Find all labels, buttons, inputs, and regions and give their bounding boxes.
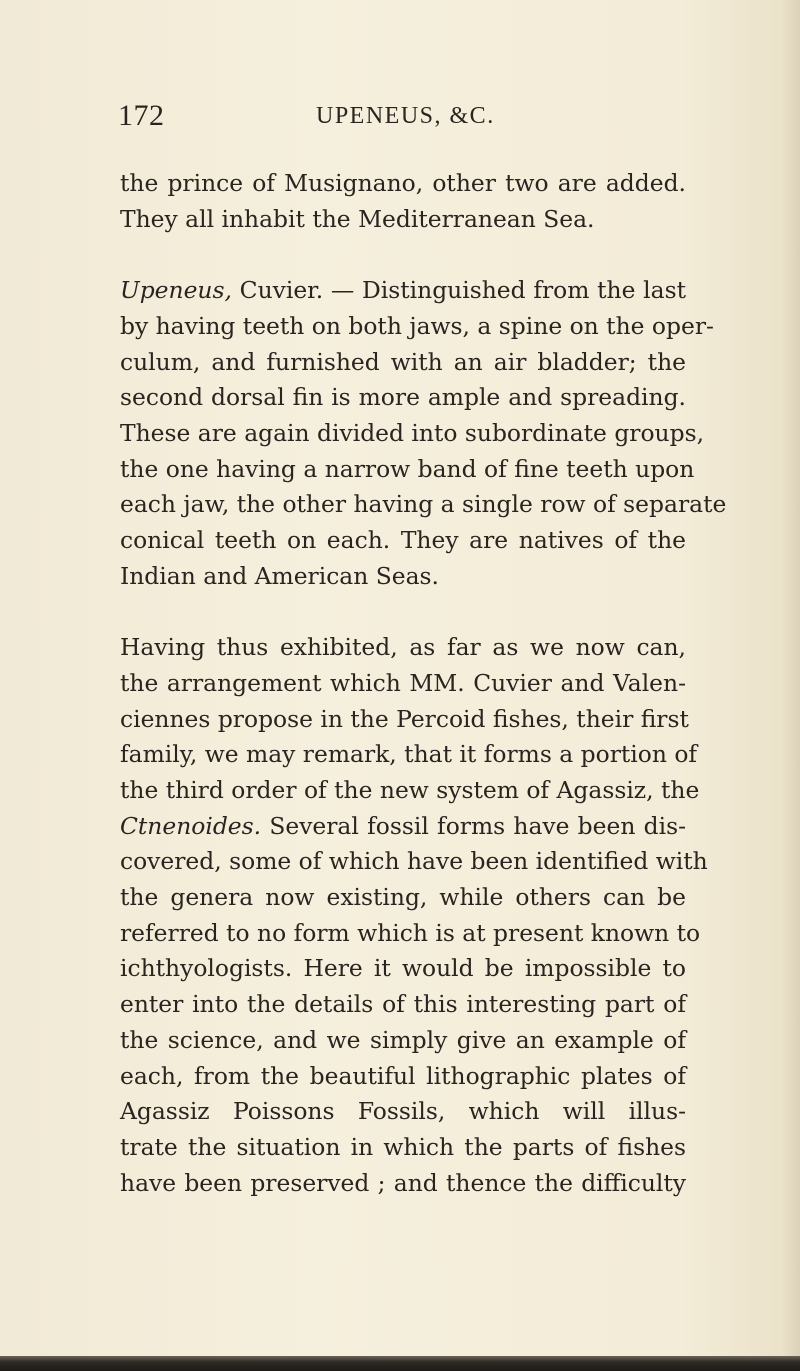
text-line: ciennes propose in the Percoid fishes, their first (120, 704, 689, 733)
text-fragment: Cuvier. — Distinguished from the last (231, 276, 686, 305)
text-line: culum, and furnished with an air bladder; the (120, 347, 686, 376)
running-head: UPENEUS, &C. (316, 103, 495, 129)
page-edge-shadow (782, 0, 800, 1371)
text-line (120, 809, 686, 845)
text-line: trate the situation in which the parts of fishes (120, 1132, 686, 1161)
text-line (120, 273, 686, 309)
body-text (120, 166, 727, 1201)
text-fragment: Several fossil forms have been dis- (261, 811, 686, 840)
text-line: family, we may remark, that it forms a portion of (120, 740, 698, 769)
text-line: conical teeth on each. They are natives of the (120, 526, 686, 555)
text-line: second dorsal fin is more ample and spreading. (120, 383, 686, 412)
paragraph-3 (120, 630, 708, 1201)
paragraph-2 (120, 273, 727, 594)
text-line: enter into the details of this interesting part of (120, 990, 686, 1019)
text-line: covered, some of which have been identified with (120, 847, 708, 876)
text-line: each jaw, the other having a single row of separate (120, 490, 727, 519)
text-line: the arrangement which MM. Cuvier and Valen- (120, 668, 686, 697)
page-number: 172 (118, 99, 165, 132)
group-name-ctnenoides: Ctnenoides. (120, 811, 262, 840)
scan-bottom-edge (0, 1356, 800, 1371)
text-line: referred to no form which is at present known to (120, 918, 701, 947)
page-header (118, 99, 680, 139)
text-line: Indian and American Seas. (120, 561, 439, 590)
genus-name-upeneus: Upeneus, (120, 276, 232, 305)
text-line: the one having a narrow band of fine teeth upon (120, 454, 695, 483)
text-line: the science, and we simply give an example of (120, 1025, 686, 1054)
text-line: the prince of Musignano, other two are added. (120, 169, 686, 197)
text-line: have been preserved ; and thence the difficulty (120, 1168, 686, 1197)
paragraph-1 (120, 166, 686, 237)
text-line: by having teeth on both jaws, a spine on the oper- (120, 311, 714, 340)
text-line: These are again divided into subordinate groups, (120, 418, 705, 447)
text-line: the third order of the new system of Agassiz, the (120, 775, 700, 804)
text-line: each, from the beautiful lithographic plates of (120, 1061, 686, 1090)
text-line: Agassiz Poissons Fossils, which will illus- (120, 1097, 686, 1126)
text-line: ichthyologists. Here it would be impossible to (120, 954, 686, 983)
text-line: Having thus exhibited, as far as we now can, (120, 633, 686, 662)
text-line: the genera now existing, while others can be (120, 883, 686, 912)
text-line: They all inhabit the Mediterranean Sea. (120, 204, 595, 233)
